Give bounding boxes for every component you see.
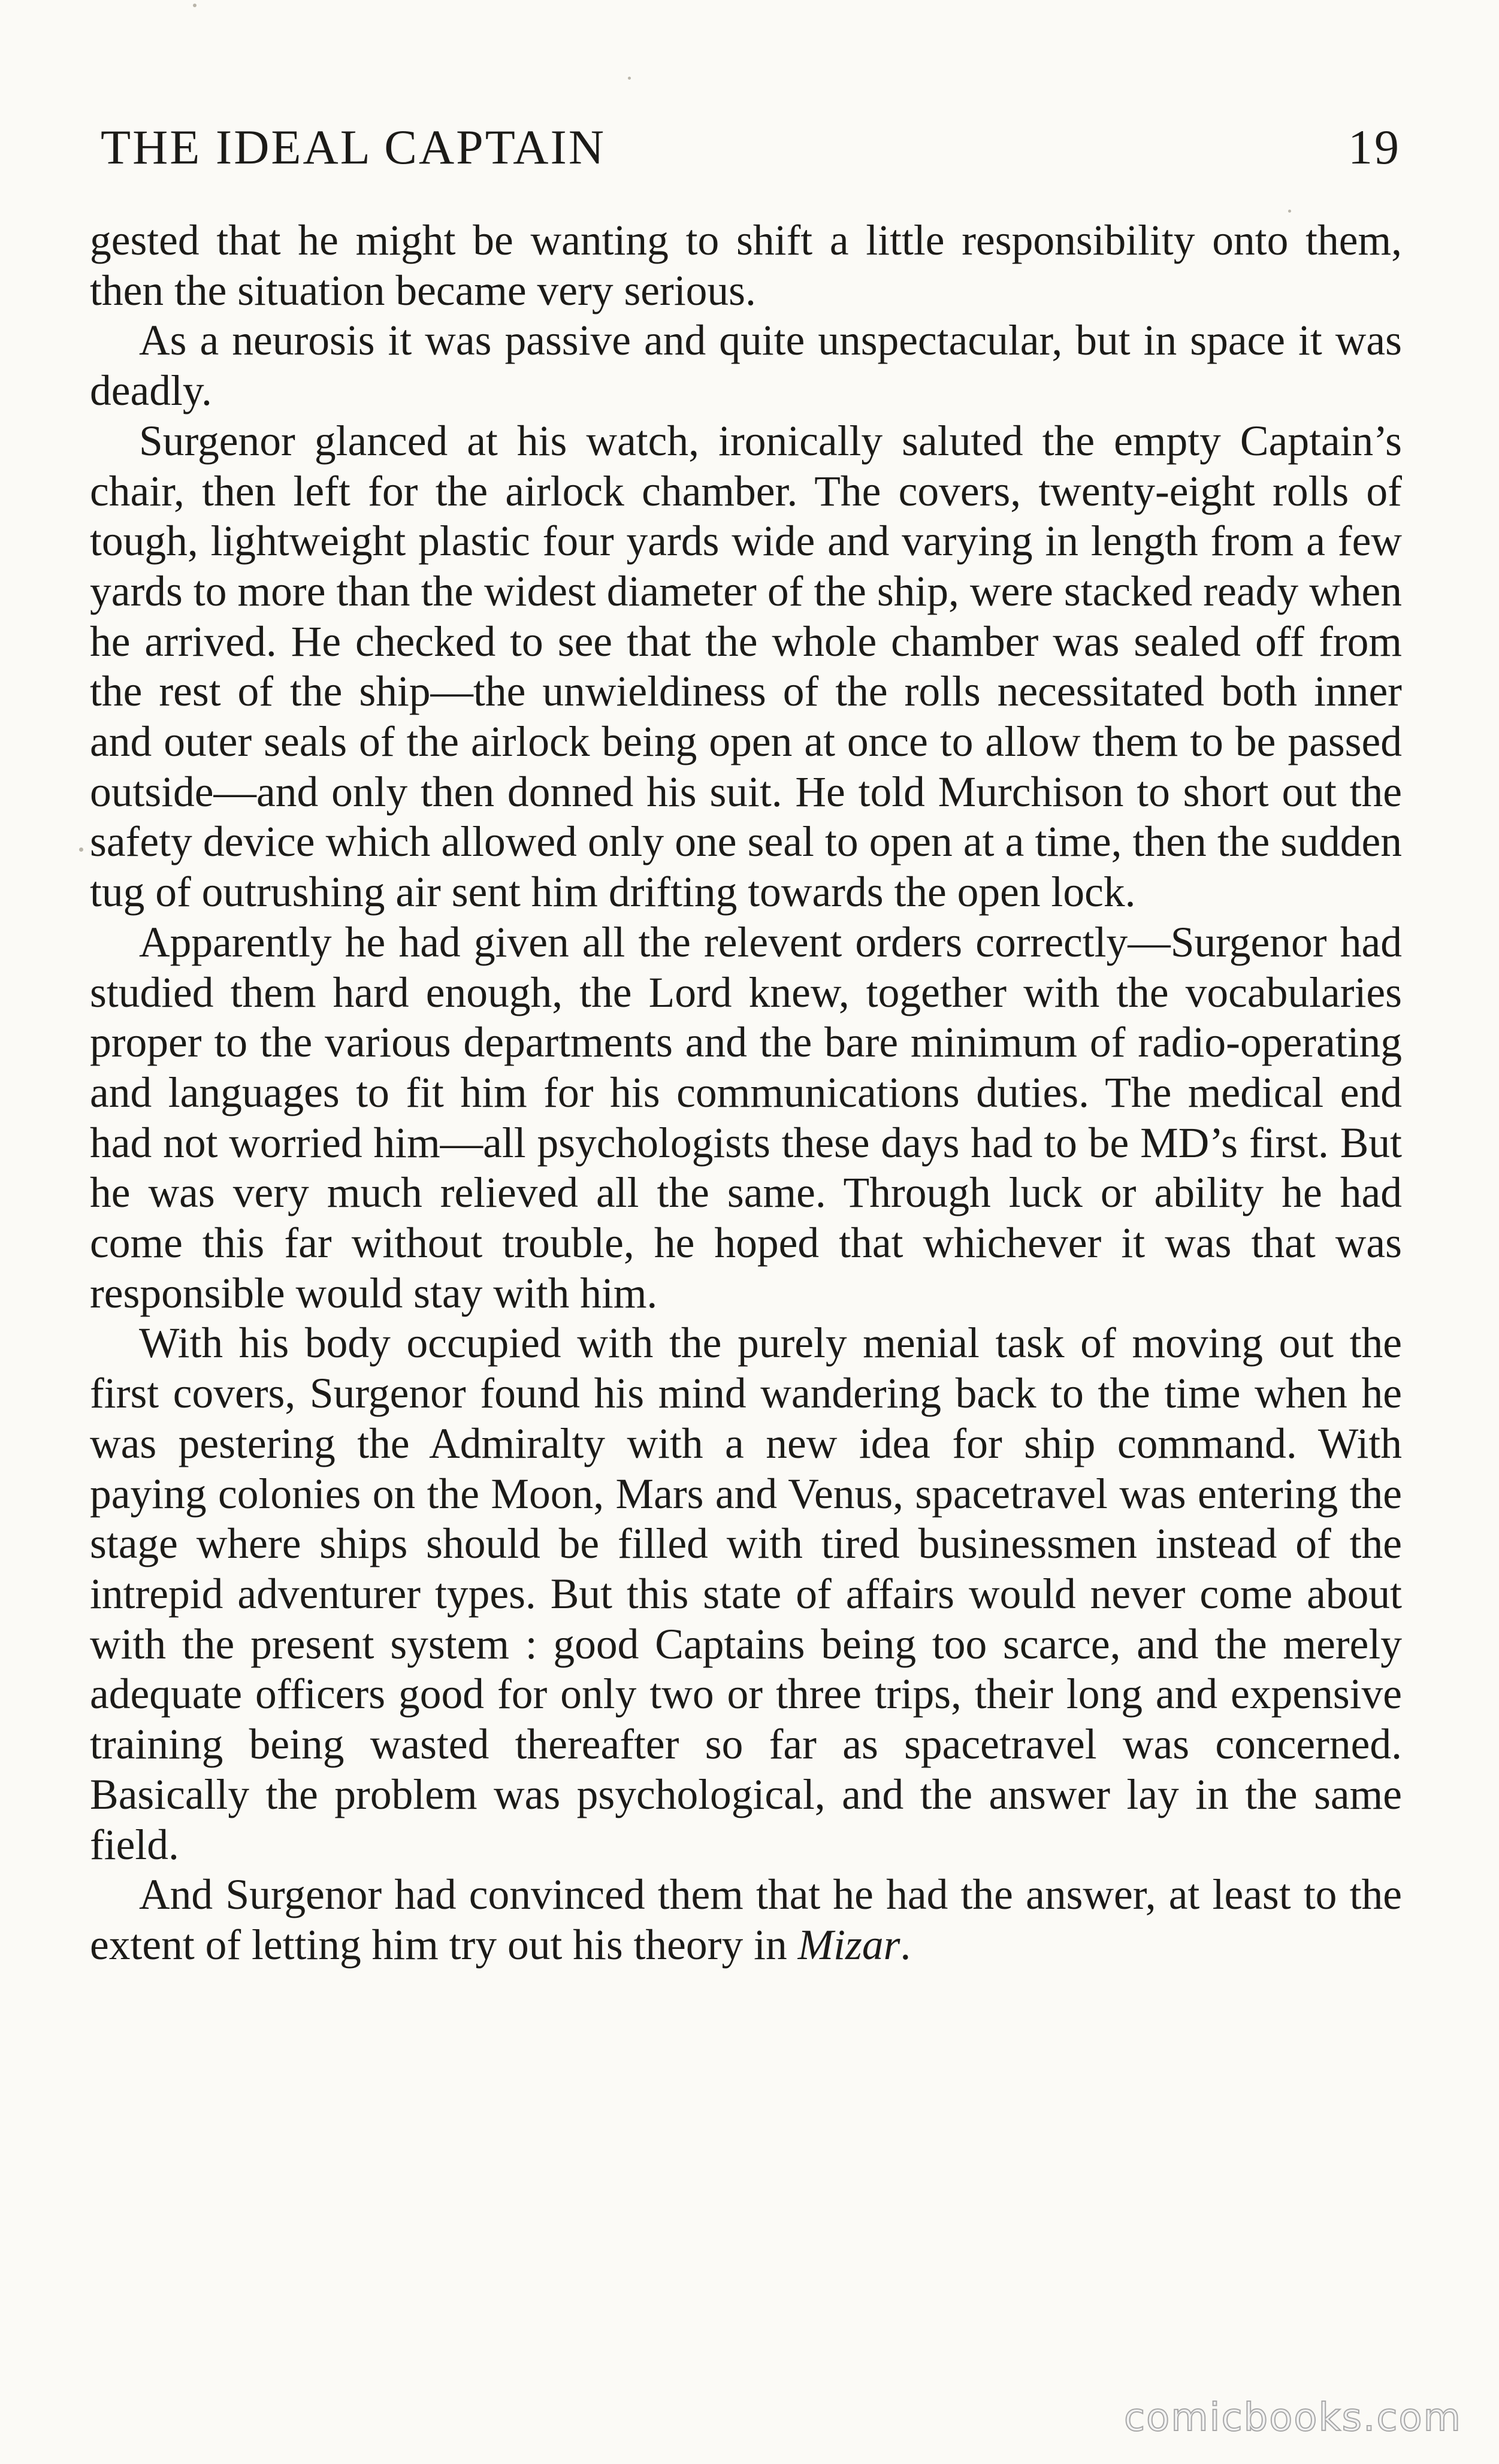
running-header bbox=[101, 117, 1401, 177]
body-text bbox=[90, 216, 1402, 1970]
paragraph-last-text: And Surgenor had convinced them that he had the answer, at least to the extent of letting him try out his theory in bbox=[90, 1871, 1402, 1969]
paper-speck bbox=[193, 4, 197, 7]
paragraph-last-tail: . bbox=[900, 1921, 911, 1969]
paragraph: Apparently he had given all the relevent orders correctly—Surgenor had studied them hard enough, the Lord knew, together with the vocabularies proper to the various departments and the bare minimum of radio-operating and languages to fit him for his communications duties. The medical end had not worried him—all psychologists these days had to be MD’s first. But he was very much relieved all the same. Through luck or ability he had come this far without trouble, he hoped that whichever it was that was responsible would stay with him. bbox=[90, 918, 1402, 1317]
paragraph-continued: gested that he might be wanting to shift a little responsibility onto them, then the situation became very serious. bbox=[90, 217, 1402, 314]
running-title: THE IDEAL CAPTAIN bbox=[101, 120, 606, 174]
paper-speck bbox=[628, 77, 631, 80]
paragraph-last bbox=[90, 1870, 1402, 1970]
paper-speck bbox=[1288, 210, 1291, 213]
paper-speck bbox=[79, 847, 83, 852]
paragraph: With his body occupied with the purely menial task of moving out the first covers, Surgenor found his mind wandering back to the time when he was pestering the Admiralty with a new idea for ship command. With paying colonies on the Moon, Mars and Venus, spacetravel was entering the stage where ships should be filled with tired businessmen instead of the intrepid adventurer types. But this state of affairs would never come about with the present system : good Captains being too scarce, and the merely adequate officers good for only two or three trips, their long and expensive training being wasted thereafter so far as spacetravel was concerned. Basically the problem was psychological, and the answer lay in the same field. bbox=[90, 1319, 1402, 1869]
paragraph: As a neurosis it was passive and quite unspectacular, but in space it was deadly. bbox=[90, 317, 1402, 415]
paragraph: Surgenor glanced at his watch, ironically saluted the empty Captain’s chair, then left for the airlock chamber. The covers, twenty-eight rolls of tough, lightweight plastic four yards wide and varying in length from a few yards to more than the widest diameter of the ship, were stacked ready when he arrived. He checked to see that the whole chamber was sealed off from the rest of the ship—the unwieldiness of the rolls necessitated both inner and outer seals of the airlock being open at once to allow them to be passed outside—and only then donned his suit. He told Murchison to short out the safety device which allowed only one seal to open at a time, then the sudden tug of outrushing air sent him drifting towards the open lock. bbox=[90, 417, 1402, 916]
page-number: 19 bbox=[1348, 120, 1401, 174]
ship-name: Mizar bbox=[797, 1921, 900, 1969]
watermark: comicbooks.com bbox=[1123, 2396, 1462, 2440]
